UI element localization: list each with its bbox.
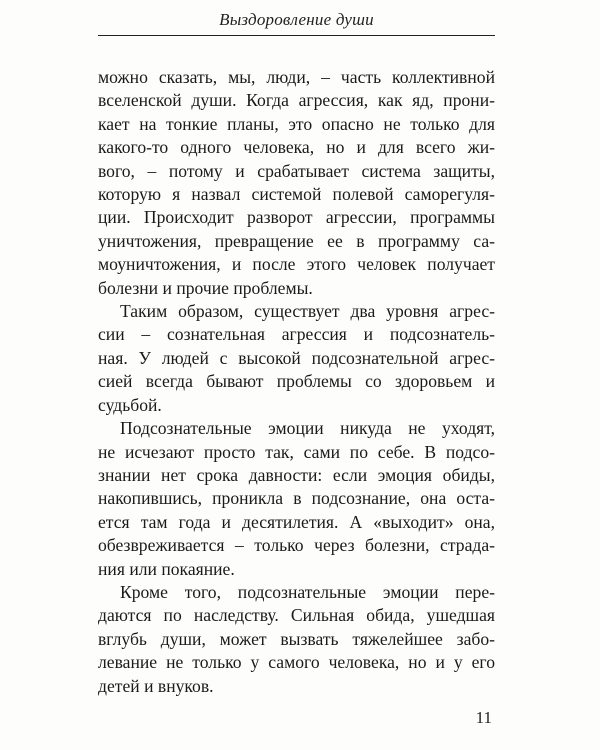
- text-line: вселенской души. Когда агрессия, как яд, прони-: [98, 90, 495, 111]
- text-line: знании нет срока давности: если эмоция обиды,: [98, 464, 495, 485]
- text-line: левание не только у самого человека, но и у его: [98, 652, 495, 673]
- text-line: которую я назвал системой полевой саморегуля-: [98, 184, 495, 205]
- text-line: можно сказать, мы, люди, – часть коллективной: [98, 67, 495, 87]
- text-line: детей и внуков.: [98, 675, 214, 696]
- text-line: Подсознательные эмоции никуда не уходят,: [120, 418, 495, 439]
- text-line: Кроме того, подсознательные эмоции пере-: [120, 581, 495, 602]
- text-line: накопившись, проникла в подсознание, она оста-: [98, 488, 495, 509]
- paragraph-2: [98, 300, 495, 417]
- page-number: 11: [475, 708, 492, 727]
- text-line: какого-то одного человека, но и для всего жи-: [98, 137, 495, 158]
- running-head: [98, 8, 495, 38]
- text-line: даются по наследству. Сильная обида, ушедшая: [98, 605, 495, 626]
- paragraph-4: [98, 581, 495, 698]
- text-line: кает на тонкие планы, это опасно не только для: [98, 113, 495, 134]
- text-line: не исчезают просто так, сами по себе. В подсо-: [98, 441, 495, 462]
- paragraph-1: [98, 66, 495, 300]
- text-line: болезни и прочие проблемы.: [98, 277, 313, 298]
- text-line: сией всегда бывают проблемы со здоровьем и: [98, 371, 495, 392]
- header-rule: [98, 35, 495, 36]
- text-line: ется там года и десятилетия. А «выходит» она,: [98, 511, 495, 532]
- body-text: [98, 66, 495, 698]
- text-line: моуничтожения, и после этого человек получает: [98, 254, 495, 275]
- text-line: судьбой.: [98, 394, 162, 415]
- text-line: вглубь души, может вызвать тяжелейшее забо-: [98, 628, 495, 649]
- paragraph-3: [98, 417, 495, 581]
- text-line: ния или покаяние.: [98, 558, 235, 579]
- running-head-title: Выздоровление души: [219, 10, 374, 29]
- text-line: вого, – потому и срабатывает система защиты,: [98, 160, 495, 181]
- text-line: Таким образом, существует два уровня агрес-: [120, 301, 495, 322]
- text-line: ции. Происходит разворот агрессии, программы: [98, 207, 495, 228]
- text-line: обезвреживается – только через болезни, страда-: [98, 535, 495, 556]
- text-line: уничтожения, превращение ее в программу са-: [98, 230, 495, 251]
- text-line: сии – сознательная агрессия и подсознатель-: [98, 324, 495, 345]
- text-line: ная. У людей с высокой подсознательной агрес-: [98, 347, 495, 368]
